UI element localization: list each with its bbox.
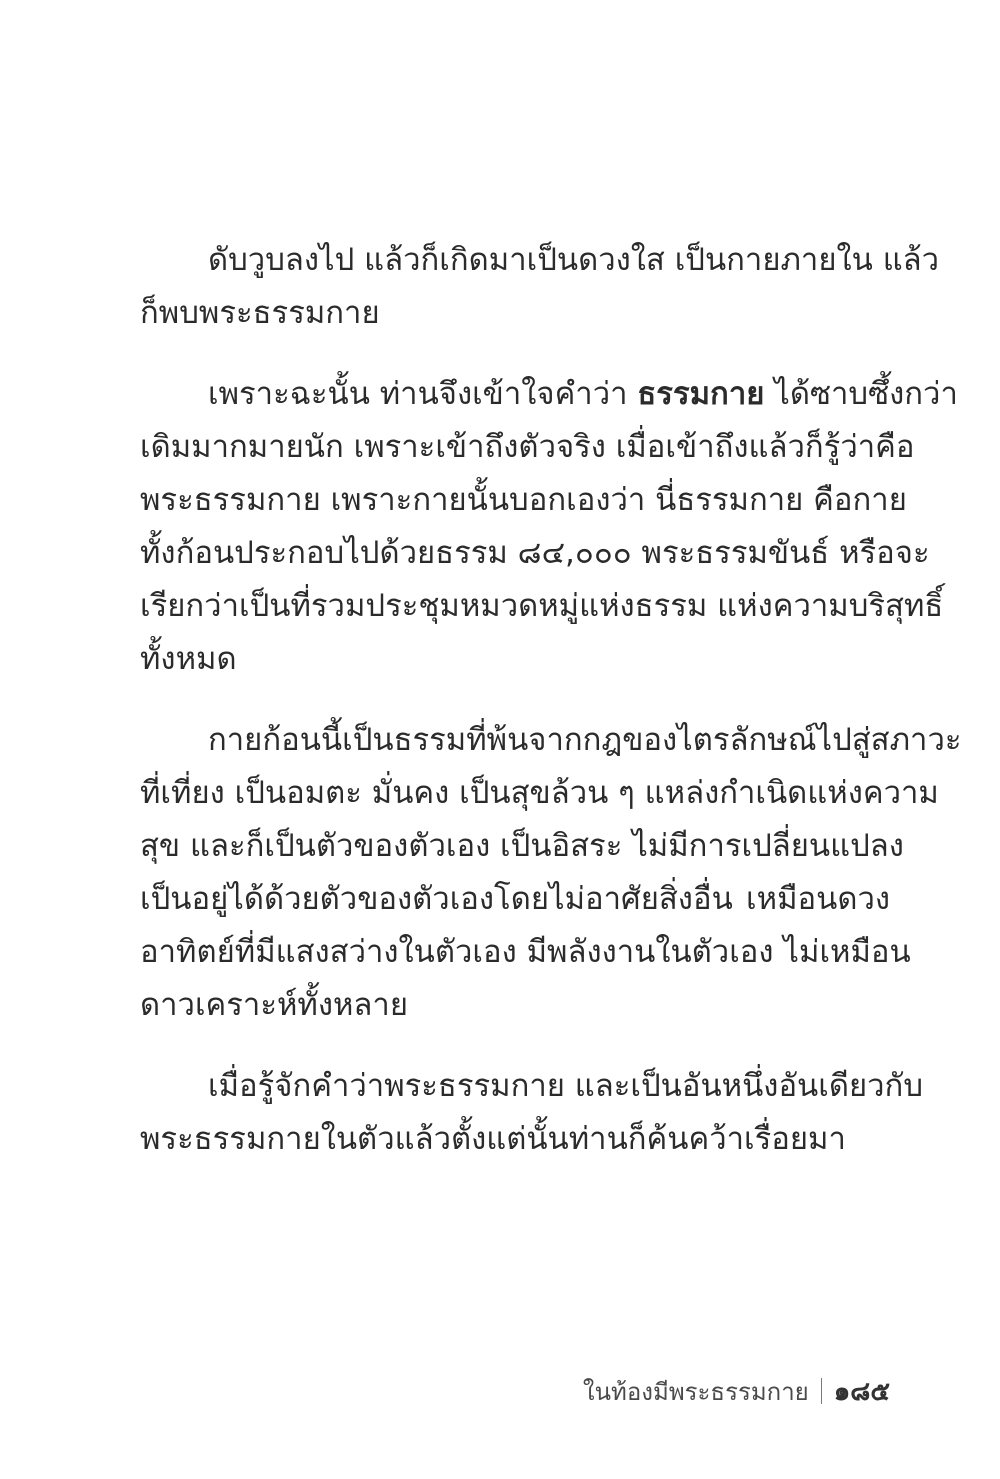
paragraph-2 (140, 368, 958, 686)
text-line: ที่เที่ยง เป็นอมตะ มั่นคง เป็นสุขล้วน ๆ แหล่งกำเนิดแห่งความ (140, 775, 939, 811)
text-line: พระธรรมกาย เพราะกายนั้นบอกเองว่า นี่ธรรมกาย คือกาย (140, 482, 907, 518)
running-title: ในท้องมีพระธรรมกาย (582, 1377, 809, 1406)
text-span: ได้ซาบซึ้งกว่า (774, 376, 958, 412)
text-line: ก็พบพระธรรมกาย (140, 295, 380, 331)
text-span: เพราะฉะนั้น ท่านจึงเข้าใจคำว่า (208, 376, 628, 412)
body-text (140, 234, 962, 1166)
paragraph-4 (140, 1060, 923, 1166)
text-line: อาทิตย์ที่มีแสงสว่างในตัวเอง มีพลังงานในตัวเอง ไม่เหมือน (140, 934, 911, 970)
text-line: ทั้งหมด (140, 641, 237, 677)
text-line: สุข และก็เป็นตัวของตัวเอง เป็นอิสระ ไม่มีการเปลี่ยนแปลง (140, 828, 904, 864)
text-line (140, 368, 958, 421)
text-line: ดาวเคราะห์ทั้งหลาย (140, 987, 408, 1023)
text-line: ดับวูบลงไป แล้วก็เกิดมาเป็นดวงใส เป็นกายภายใน แล้ว (208, 242, 940, 278)
paragraph-3 (140, 714, 962, 1032)
text-line: ทั้งก้อนประกอบไปด้วยธรรม ๘๔,๐๐๐ พระธรรมขันธ์ หรือจะ (140, 535, 930, 571)
text-line: พระธรรมกายในตัวแล้วตั้งแต่นั้นท่านก็ค้นคว้าเรื่อยมา (140, 1121, 846, 1157)
text-line: เป็นอยู่ได้ด้วยตัวของตัวเองโดยไม่อาศัยสิ่งอื่น เหมือนดวง (140, 881, 890, 917)
text-line: เมื่อรู้จักคำว่าพระธรรมกาย และเป็นอันหนึ่งอันเดียวกับ (208, 1068, 923, 1104)
text-line: เดิมมากมายนัก เพราะเข้าถึงตัวจริง เมื่อเข้าถึงแล้วก็รู้ว่าคือ (140, 429, 915, 465)
text-line: เรียกว่าเป็นที่รวมประชุมหมวดหมู่แห่งธรรม แห่งความบริสุทธิ์ (140, 588, 944, 624)
emphasized-term: ธรรมกาย (637, 376, 765, 412)
footer-divider (821, 1378, 822, 1404)
paragraph-1 (140, 234, 940, 340)
page-number: ๑๘๕ (833, 1376, 890, 1407)
page-footer (583, 1371, 890, 1411)
text-line: กายก้อนนี้เป็นธรรมที่พ้นจากกฎของไตรลักษณ์ไปสู่สภาวะ (208, 722, 962, 758)
